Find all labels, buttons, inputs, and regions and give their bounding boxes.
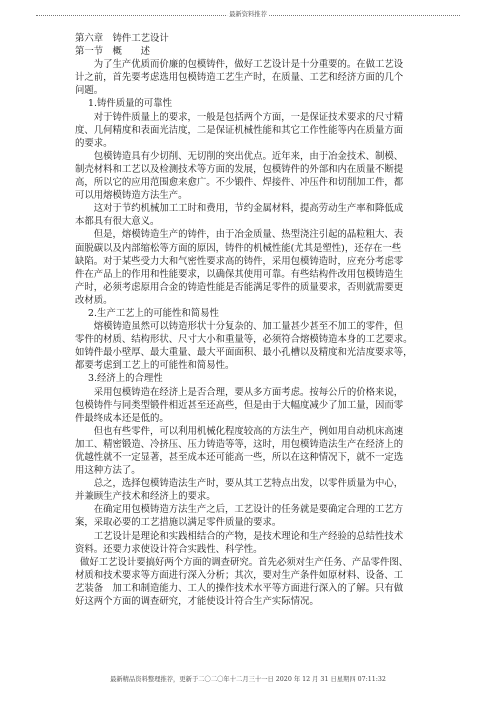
text-line: 问题。 (75, 85, 104, 97)
text-line: 制壳材料和工艺以及检测技术等方面的发展，包模铸件的外部和内在质量不断提 (75, 163, 404, 175)
text-line: 为了生产优质而价廉的包模铸件，做好工艺设计是十分重要的。在做工艺设 (93, 59, 404, 71)
text-line: 艺装备 加工和制造能力、工人的操作技术水平等方面进行深入的了解。只有做 (75, 582, 404, 594)
text-line: 计之前，首先要考虑选用包模铸造工艺生产时，在质量、工艺和经济方面的几个 (75, 72, 404, 84)
text-line: 面脱碳以及内部缩松等方面的原因，铸件的机械性能(尤其是塑性)，还存在一些 (75, 242, 402, 254)
text-line: 零件的材质、结构形状、尺寸大小和重量等，必须符合熔模铸造本身的工艺要求。 (75, 334, 413, 346)
text-line: 件在产品上的作用和性能要求，以确保其使用可靠。有些结构件改用包模铸造生 (75, 268, 404, 280)
text-line: 第六章 铸件工艺设计 (75, 33, 169, 44)
text-line: 总之，选择包模铸造法生产时，要从其工艺特点出发，以零件质量为中心， (93, 478, 404, 490)
document-body (75, 32, 427, 608)
page-footer: 最新精品资料整理推荐，更新于二〇二〇年十二月三十一日 2020 年 12 月 31 日星期四 07:11:32 (110, 676, 386, 683)
text-line: 资料。还要力求使设计符合实践性、科学性。 (75, 543, 263, 555)
text-line: 在确定用包模铸造方法生产之后，工艺设计的任务就是要确定合理的工艺方 (93, 504, 404, 516)
text-line: 熔模铸造虽然可以铸造形状十分复杂的、加工量甚少甚至不加工的零件，但 (93, 321, 404, 333)
text-line: 如铸件最小壁厚、最大重量、最大平面面积、最小孔槽以及精度和光洁度要求等， (75, 347, 413, 359)
text-line: 案，采取必要的工艺措施以满足零件质量的要求。 (75, 517, 282, 529)
text-line: 改材质。 (75, 294, 113, 306)
text-line: 的要求。 (75, 137, 113, 149)
text-line: 都要考虑到工艺上的可能性和简易性。 (75, 360, 235, 372)
text-line: 采用包模铸造在经济上是否合理，要从多方面考虑。按每公斤的价格来说， (93, 386, 404, 398)
text-line: 用这种方法了。 (75, 465, 141, 477)
text-line: 但也有些零件，可以利用机械化程度较高的方法生产，例如用自动机床高速 (93, 425, 404, 437)
header-rule (36, 12, 460, 20)
text-line: 包模铸件与同类型锻件相近甚至还高些，但是由于大幅度减少了加工量，因而零 (75, 399, 404, 411)
text-line: 并兼顾生产技术和经济上的要求。 (75, 491, 216, 503)
text-line: 3.经济上的合理性 (88, 373, 163, 385)
text-line: 工艺设计是理论和实践相结合的产物，是技术理论和生产经验的总结性技术 (93, 530, 404, 542)
header-label: 最新资料推荐 (229, 11, 267, 18)
text-line: 这对于节约机械加工工时和费用，节约金属材料，提高劳动生产率和降低成 (93, 203, 404, 215)
text-line: 高，所以它的应用范围愈来愈广。不少锻件、焊接件、冲压件和切削加工件，都 (75, 177, 404, 189)
text-line: 优越性就不一定显著，甚至成本还可能高一些，所以在这种情况下，就不一定选 (75, 452, 404, 463)
text-line: 本都具有很大意义。 (75, 216, 160, 228)
text-line: 度、几何精度和表面光洁度，二是保证机械性能和其它工作性能等内在质量方面 (75, 124, 404, 136)
text-line: 但是，熔模铸造生产的铸件，由于冶金质量、热型浇注引起的晶粒粗大、表 (93, 229, 404, 241)
text-line: 加工、精密锻造、冷挤压、压力铸造等等，这时，用包模铸造法生产在经济上的 (75, 438, 404, 450)
text-line: 2.生产工艺上的可能性和简易性 (88, 307, 219, 319)
text-line: 1.铸件质量的可靠性 (88, 98, 172, 110)
text-line: 件最终成本还是低的。 (75, 412, 169, 424)
text-line: 缺陷。对于某些受力大和气密性要求高的铸件，采用包模铸造时，应充分考虑零 (75, 255, 404, 267)
text-line: 第一节 概 述 (75, 46, 151, 58)
text-line: 包模铸造具有少切削、无切削的突出优点。近年来，由于冶金技术、制模、 (93, 150, 404, 162)
text-line: 产时，必须考虑原用合金的铸造性能是否能满足零件的质量要求，否则就需要更 (75, 281, 404, 293)
text-line: 可以用熔模铸造方法生产。 (75, 190, 188, 202)
text-line: 做好工艺设计要搞好两个方面的调查研究。首先必须对生产任务、产品零件图、 (80, 556, 409, 568)
text-line: 对于铸件质量上的要求，一般是包括两个方面，一是保证技术要求的尺寸精 (93, 111, 404, 123)
text-line: 材质和技术要求等方面进行深入分析；其次，要对生产条件如原材料、设备、工 (75, 569, 404, 581)
text-line: 好这两个方面的调查研究，才能使设计符合生产实际情况。 (75, 596, 319, 608)
